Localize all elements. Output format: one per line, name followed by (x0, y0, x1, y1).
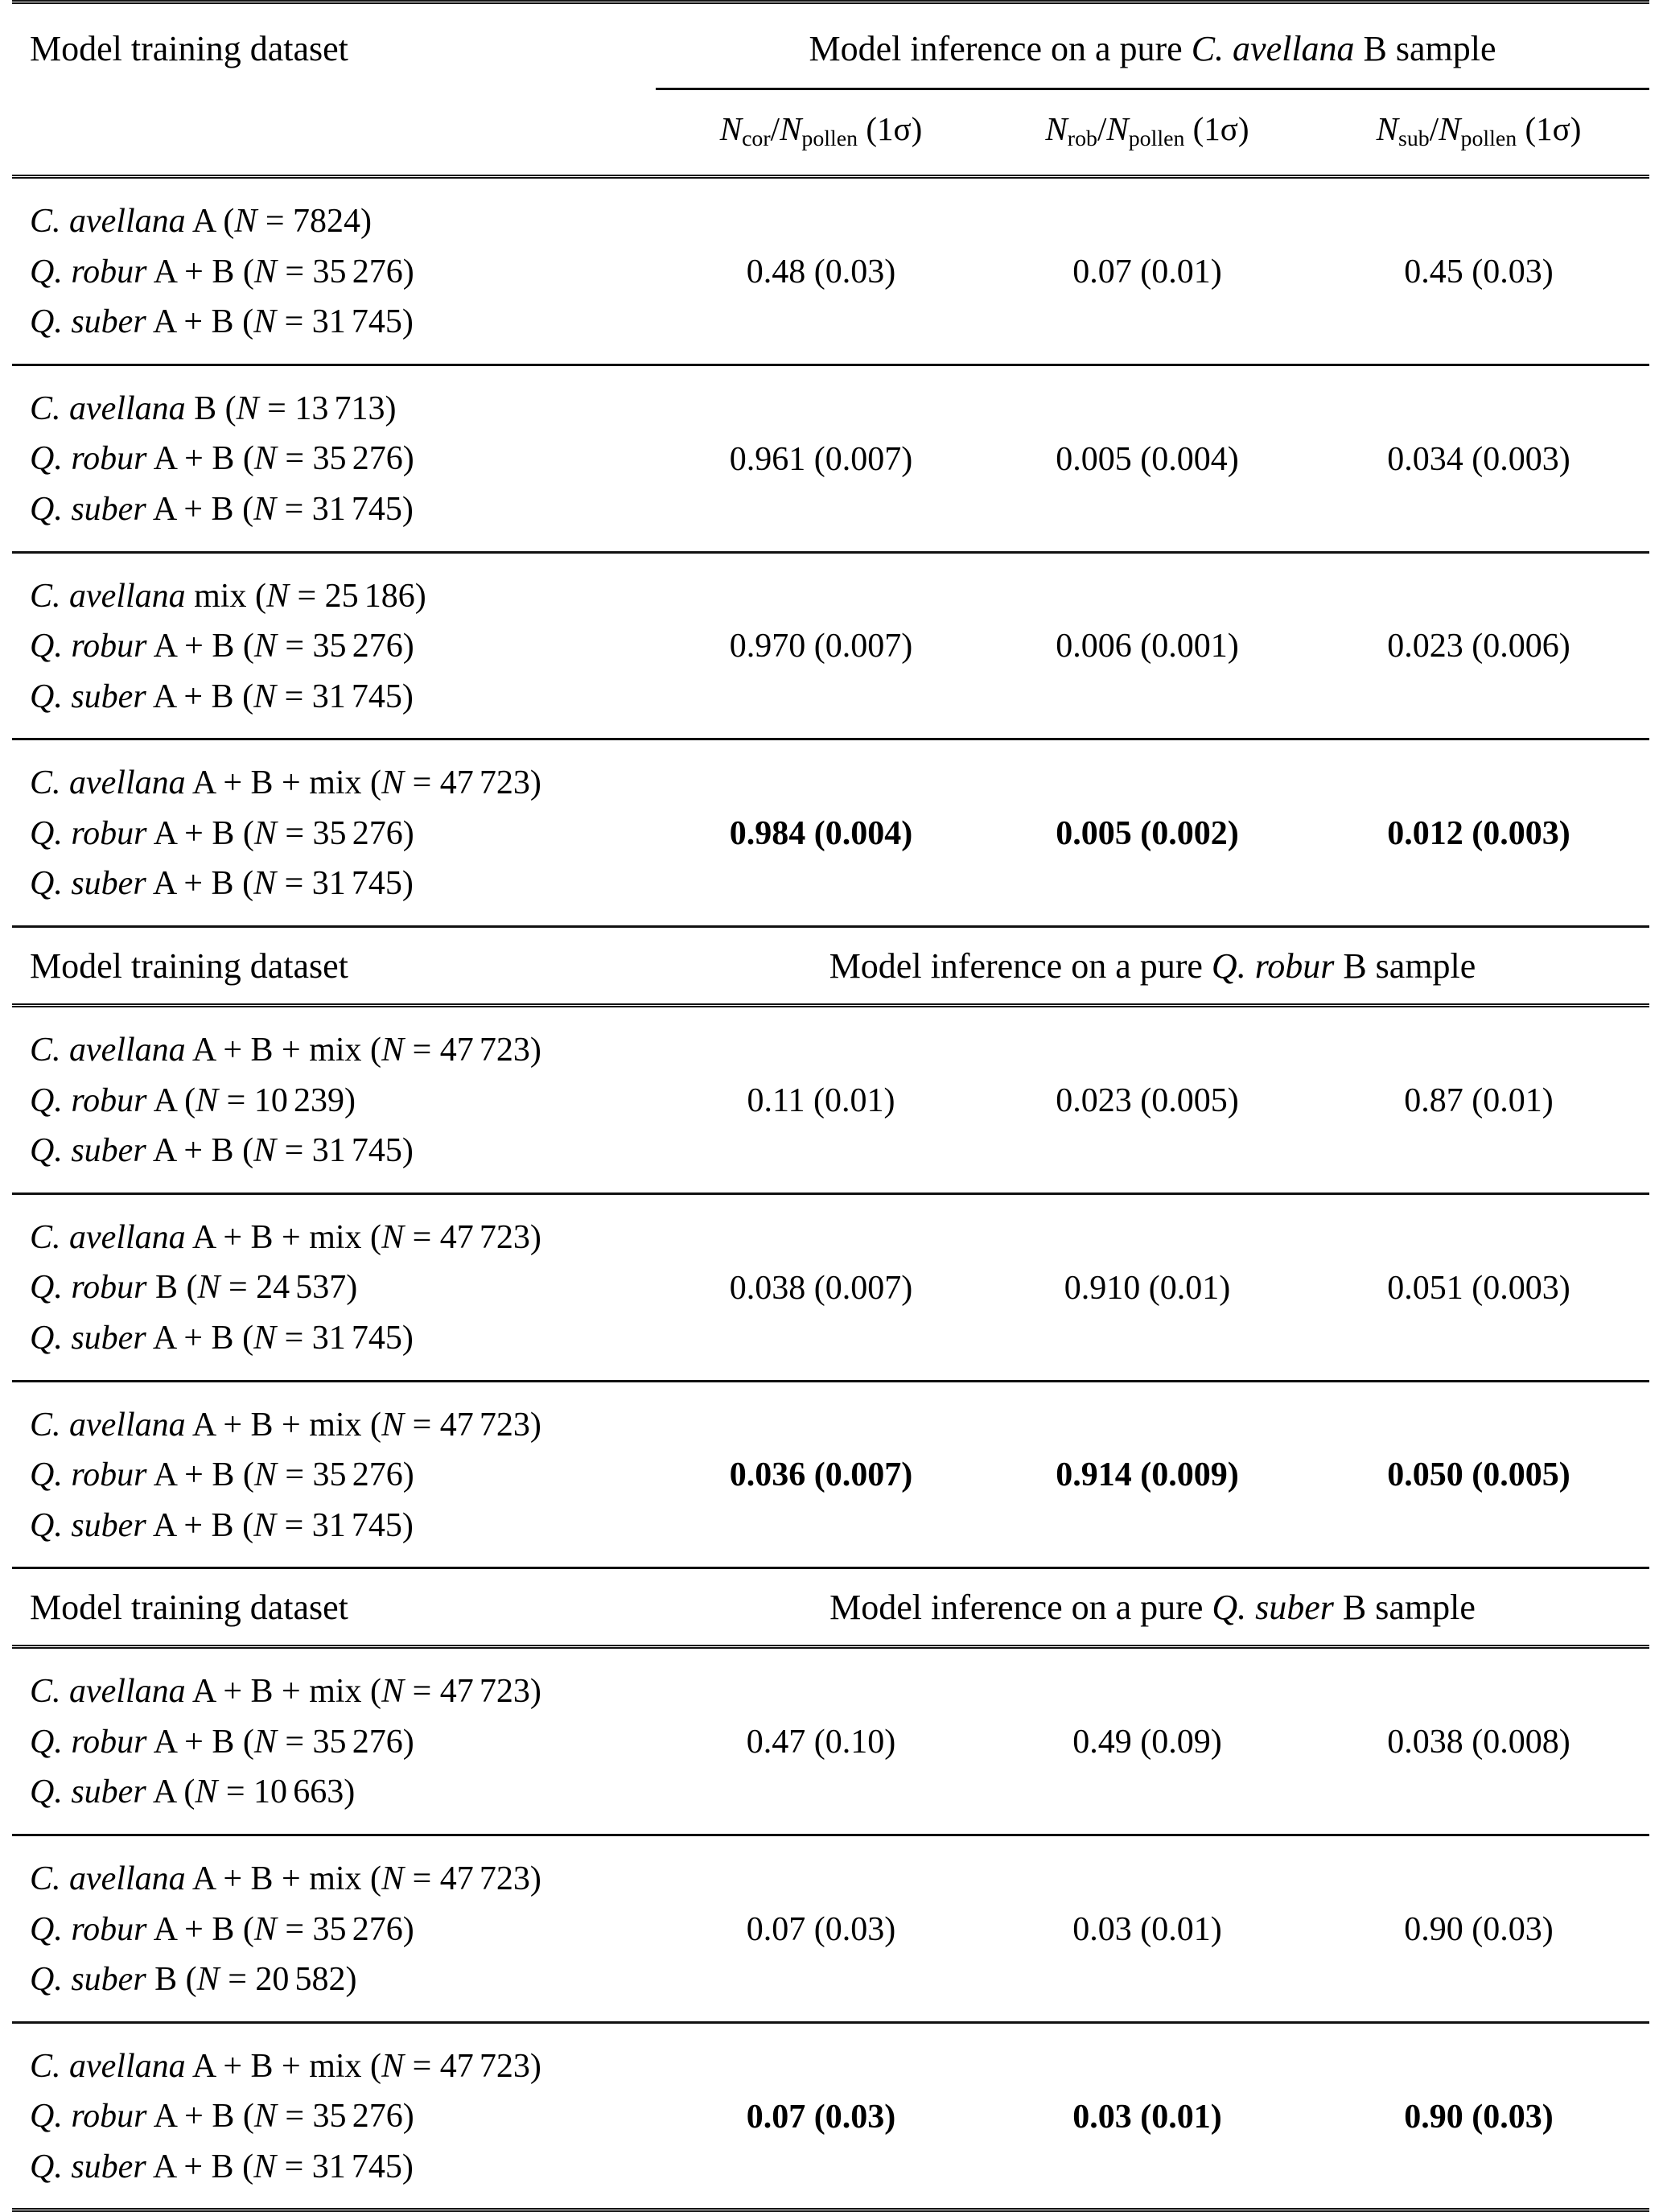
section-banner-section-robur (12, 949, 1649, 984)
value-cell-2: 0.910 (0.01) (986, 1213, 1308, 1364)
dataset-line: Q. robur A + B (N = 35 276) (30, 2091, 656, 2142)
dataset-line: Q. suber A + B (N = 31 745) (30, 1313, 656, 1364)
row-header-label: Model training dataset (12, 31, 656, 67)
dataset-line: C. avellana A + B + mix (N = 47 723) (30, 1213, 656, 1263)
dataset-line: C. avellana A + B + mix (N = 47 723) (30, 1854, 656, 1905)
table-row (12, 2041, 1649, 2193)
dataset-line: Q. suber A + B (N = 31 745) (30, 859, 656, 909)
value-cell-3: 0.87 (0.01) (1308, 1025, 1649, 1176)
dataset-cell (12, 1400, 656, 1551)
dataset-line: Q. suber A + B (N = 31 745) (30, 297, 656, 348)
table-row (12, 1400, 1649, 1551)
value-cell-3: 0.90 (0.03) (1308, 2041, 1649, 2193)
dataset-line: Q. robur A + B (N = 35 276) (30, 1717, 656, 1768)
dataset-line: Q. suber A + B (N = 31 745) (30, 484, 656, 535)
value-cell-2: 0.005 (0.002) (986, 758, 1308, 909)
dataset-line: Q. robur A + B (N = 35 276) (30, 1905, 656, 1955)
value-cell-2: 0.03 (0.01) (986, 2041, 1308, 2193)
dataset-line: Q. suber A (N = 10 663) (30, 1767, 656, 1818)
table-row (12, 571, 1649, 723)
row-header-label: Model training dataset (12, 949, 656, 984)
value-cell-3: 0.051 (0.003) (1308, 1213, 1649, 1364)
dataset-line: C. avellana B (N = 13 713) (30, 384, 656, 435)
header-row-columns (12, 113, 1649, 150)
dataset-line: Q. suber B (N = 20 582) (30, 1955, 656, 2005)
value-cell-3: 0.038 (0.008) (1308, 1666, 1649, 1818)
spanner-section-robur: Model inference on a pure Q. robur B sample (656, 949, 1649, 984)
dataset-cell (12, 571, 656, 723)
value-cell-2: 0.07 (0.01) (986, 196, 1308, 348)
value-cell-2: 0.03 (0.01) (986, 1854, 1308, 2005)
header-row-main (12, 31, 1649, 67)
column-header-1: $N_{cor}/N_{pollen}$ (1σ) (656, 113, 986, 150)
dataset-line: C. avellana A + B + mix (N = 47 723) (30, 1400, 656, 1451)
value-cell-2: 0.914 (0.009) (986, 1400, 1308, 1551)
value-cell-3: 0.034 (0.003) (1308, 384, 1649, 535)
value-cell-1: 0.961 (0.007) (656, 384, 986, 535)
value-cell-3: 0.45 (0.03) (1308, 196, 1649, 348)
value-cell-1: 0.48 (0.03) (656, 196, 986, 348)
dataset-line: C. avellana A (N = 7824) (30, 196, 656, 247)
dataset-line: Q. suber A + B (N = 31 745) (30, 1501, 656, 1551)
table-row (12, 1025, 1649, 1176)
dataset-line: Q. robur A + B (N = 35 276) (30, 247, 656, 298)
dataset-cell (12, 1213, 656, 1364)
dataset-cell (12, 758, 656, 909)
value-cell-3: 0.90 (0.03) (1308, 1854, 1649, 2005)
results-table (12, 0, 1649, 2212)
table-row (12, 1213, 1649, 1364)
dataset-line: Q. robur A + B (N = 35 276) (30, 809, 656, 859)
column-header-2: $N_{rob}/N_{pollen}$ (1σ) (986, 113, 1308, 150)
column-header-3: $N_{sub}/N_{pollen}$ (1σ) (1308, 113, 1649, 150)
dataset-cell (12, 1025, 656, 1176)
dataset-cell (12, 2041, 656, 2193)
value-cell-3: 0.012 (0.003) (1308, 758, 1649, 909)
value-cell-1: 0.970 (0.007) (656, 571, 986, 723)
table-row (12, 1854, 1649, 2005)
table-row (12, 196, 1649, 348)
value-cell-1: 0.47 (0.10) (656, 1666, 986, 1818)
value-cell-1: 0.11 (0.01) (656, 1025, 986, 1176)
value-cell-2: 0.49 (0.09) (986, 1666, 1308, 1818)
dataset-line: Q. suber A + B (N = 31 745) (30, 2142, 656, 2193)
table-row (12, 758, 1649, 909)
value-cell-1: 0.07 (0.03) (656, 1854, 986, 2005)
table-row (12, 1666, 1649, 1818)
value-cell-1: 0.038 (0.007) (656, 1213, 986, 1364)
dataset-line: Q. robur A (N = 10 239) (30, 1076, 656, 1127)
dataset-line: C. avellana A + B + mix (N = 47 723) (30, 758, 656, 809)
spanner-section-avellana: Model inference on a pure C. avellana B sample (656, 31, 1649, 67)
table-body (12, 2, 1649, 2212)
value-cell-1: 0.07 (0.03) (656, 2041, 986, 2193)
dataset-line: Q. robur A + B (N = 35 276) (30, 1450, 656, 1501)
dataset-cell (12, 1666, 656, 1818)
dataset-cell (12, 384, 656, 535)
value-cell-3: 0.023 (0.006) (1308, 571, 1649, 723)
dataset-line: Q. suber A + B (N = 31 745) (30, 1126, 656, 1176)
dataset-line: C. avellana A + B + mix (N = 47 723) (30, 2041, 656, 2092)
dataset-line: C. avellana A + B + mix (N = 47 723) (30, 1666, 656, 1717)
value-cell-2: 0.023 (0.005) (986, 1025, 1308, 1176)
section-banner-section-suber (12, 1590, 1649, 1625)
dataset-cell (12, 196, 656, 348)
dataset-line: C. avellana A + B + mix (N = 47 723) (30, 1025, 656, 1076)
value-cell-1: 0.036 (0.007) (656, 1400, 986, 1551)
value-cell-1: 0.984 (0.004) (656, 758, 986, 909)
dataset-cell (12, 1854, 656, 2005)
table-row (12, 384, 1649, 535)
value-cell-2: 0.006 (0.001) (986, 571, 1308, 723)
dataset-line: C. avellana mix (N = 25 186) (30, 571, 656, 622)
value-cell-2: 0.005 (0.004) (986, 384, 1308, 535)
dataset-line: Q. robur B (N = 24 537) (30, 1263, 656, 1313)
value-cell-3: 0.050 (0.005) (1308, 1400, 1649, 1551)
dataset-line: Q. suber A + B (N = 31 745) (30, 672, 656, 723)
row-header-label: Model training dataset (12, 1590, 656, 1625)
dataset-line: Q. robur A + B (N = 35 276) (30, 621, 656, 672)
dataset-line: Q. robur A + B (N = 35 276) (30, 434, 656, 484)
spanner-section-suber: Model inference on a pure Q. suber B sample (656, 1590, 1649, 1625)
